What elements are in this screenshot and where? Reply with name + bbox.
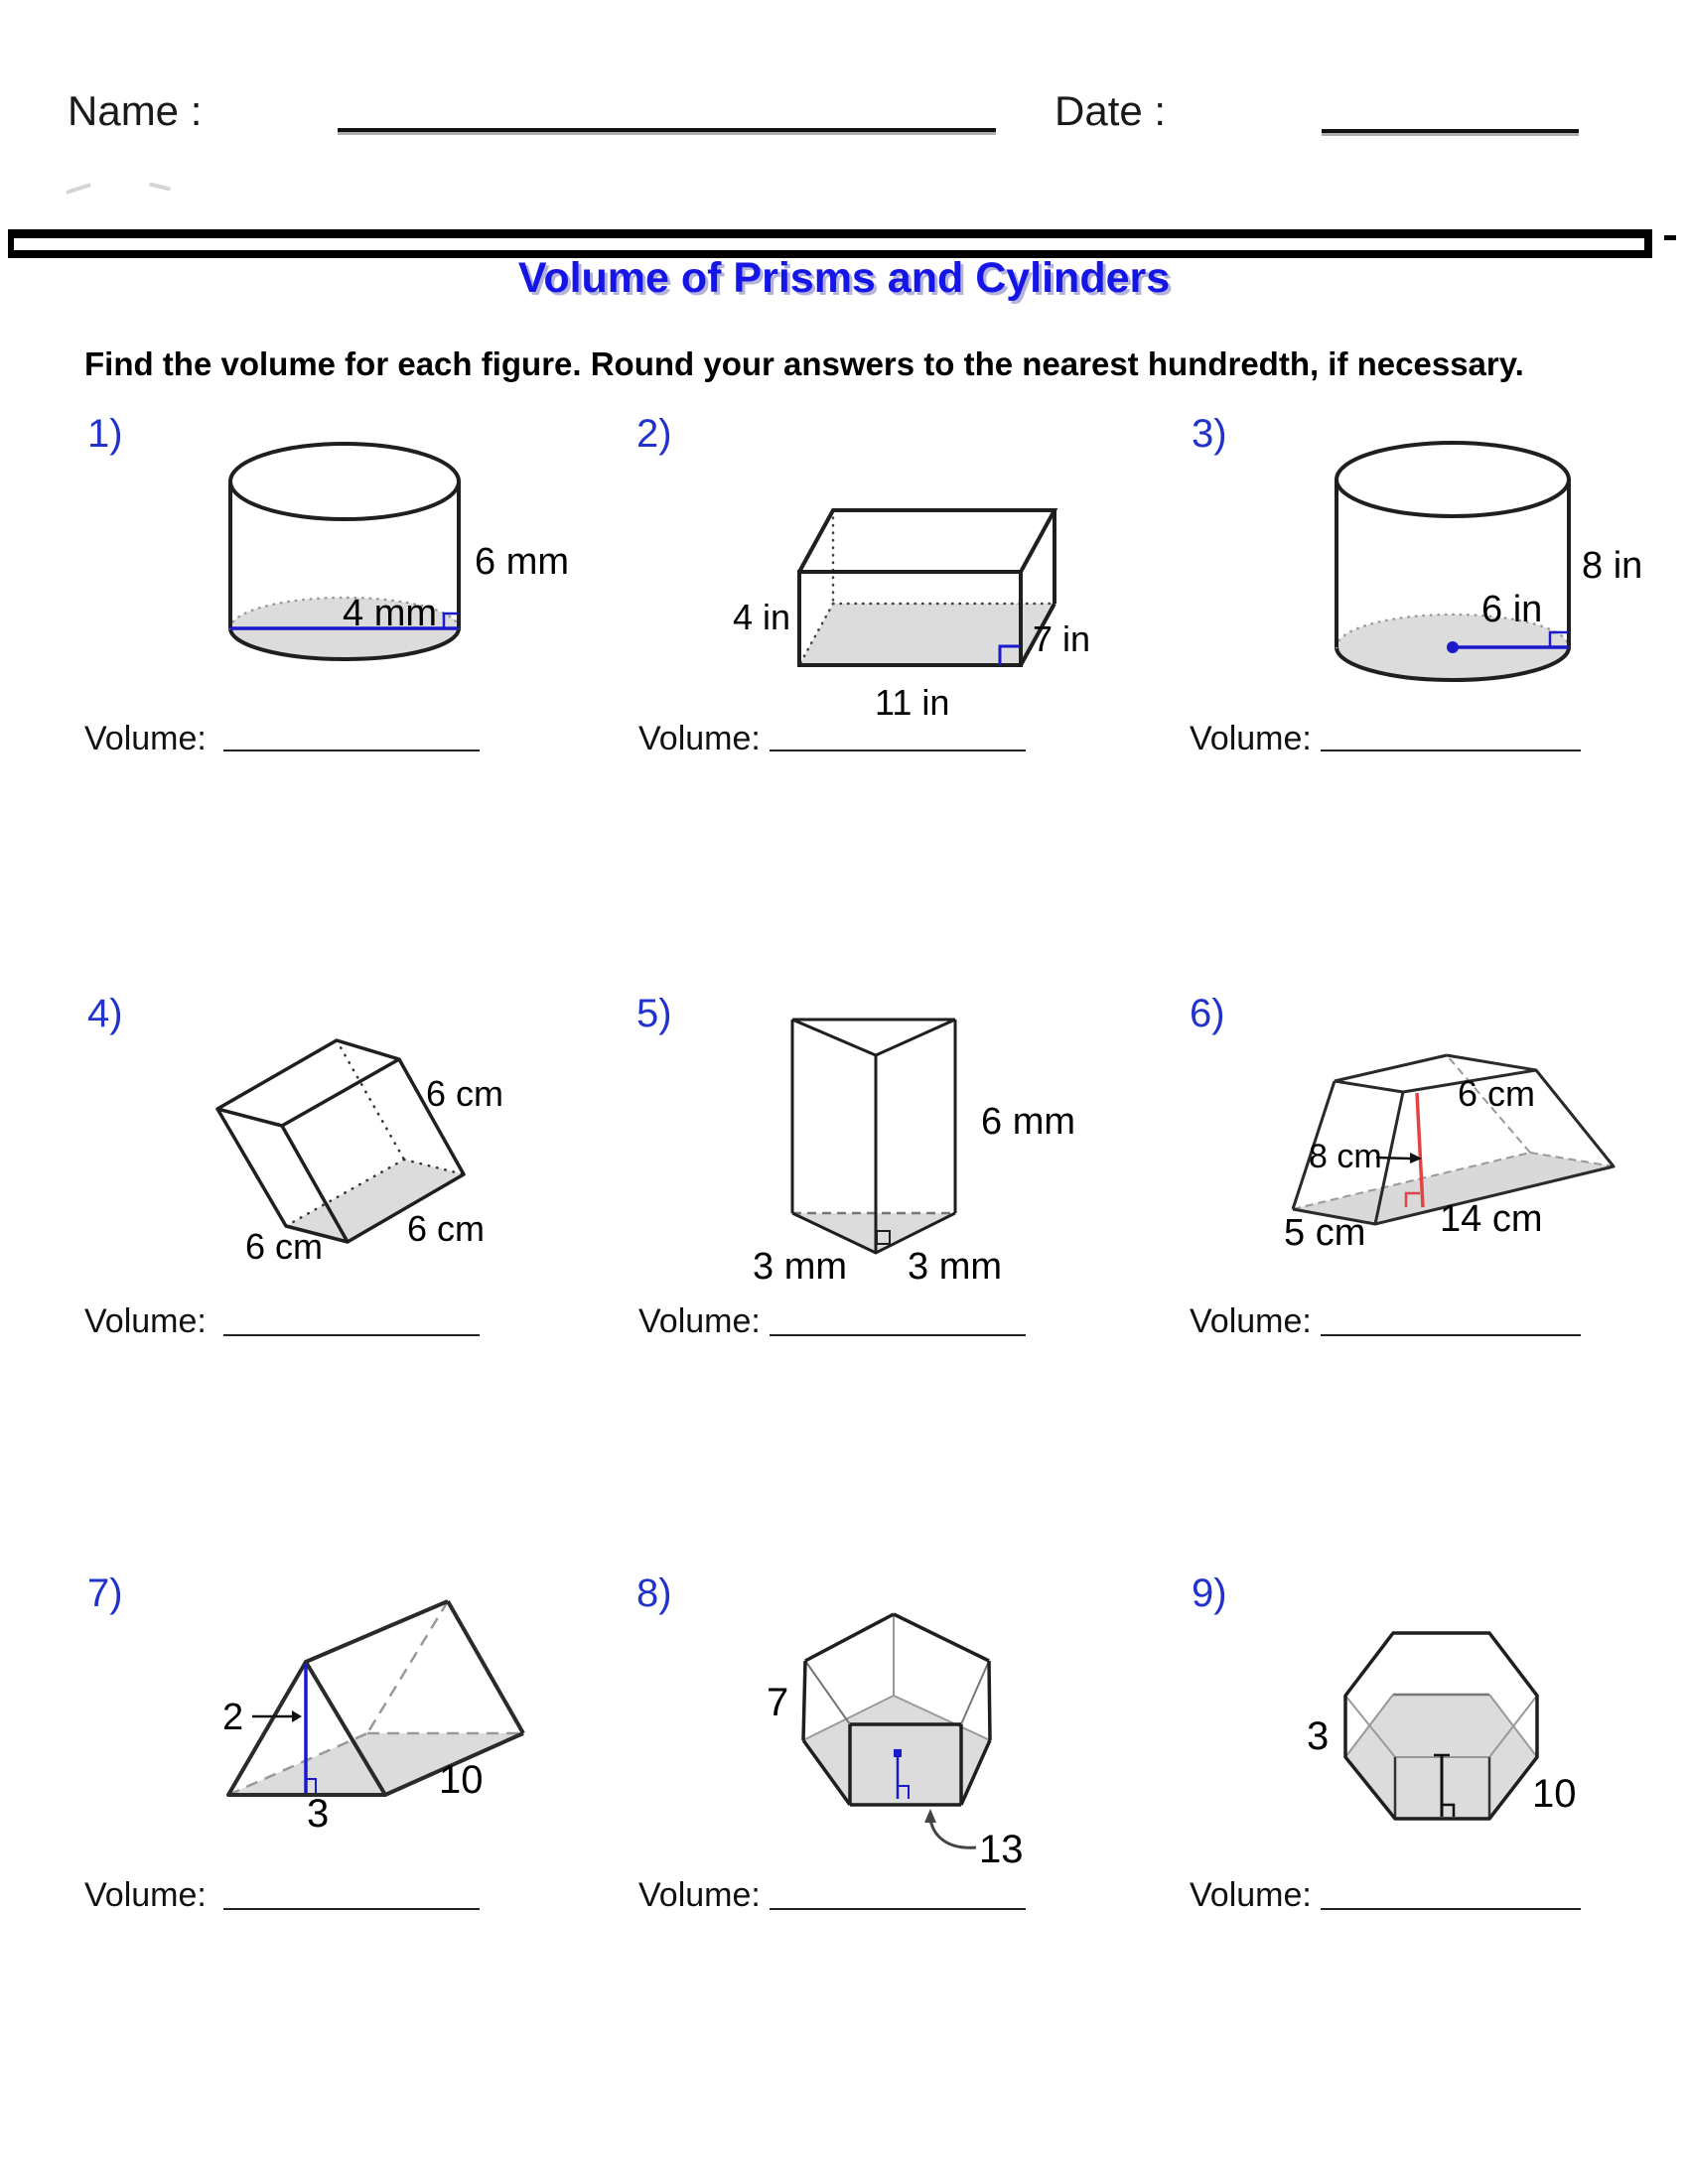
instruction-text: Find the volume for each figure. Round your answers to the nearest hundredth, if necessary.	[84, 345, 1524, 382]
volume-label-2: Volume:	[638, 720, 761, 757]
volume-label-3: Volume:	[1190, 720, 1312, 757]
prism-6	[1284, 1055, 1614, 1254]
problem-number-5: 5)	[636, 992, 672, 1035]
edge-left-label: 6 cm	[245, 1226, 324, 1267]
figure-3-cylinder	[1281, 427, 1678, 725]
volume-label-4: Volume:	[84, 1302, 207, 1340]
cube-4	[217, 1040, 503, 1267]
base-edge-arrow	[930, 1820, 976, 1847]
volume-answer-line-3[interactable]	[1321, 750, 1581, 751]
volume-answer-line-5[interactable]	[770, 1334, 1026, 1336]
problem-number-8: 8)	[636, 1571, 672, 1615]
volume-label-6: Volume:	[1190, 1302, 1312, 1340]
length-label: 11 in	[875, 682, 950, 723]
height-label: 3	[1307, 1714, 1330, 1758]
base-edge-label: 13	[979, 1828, 1024, 1871]
volume-label-1: Volume:	[84, 720, 207, 757]
volume-answer-line-9[interactable]	[1321, 1908, 1581, 1910]
cylinder-3	[1336, 443, 1642, 680]
prism-9	[1307, 1633, 1577, 1819]
height-label: 4 in	[733, 597, 791, 637]
volume-answer-line-4[interactable]	[223, 1334, 480, 1336]
base-label: 14 cm	[1440, 1198, 1543, 1240]
volume-answer-line-6[interactable]	[1321, 1334, 1581, 1336]
volume-label-7: Volume:	[84, 1876, 207, 1914]
box-2	[733, 510, 1090, 723]
radius-label: 6 in	[1481, 589, 1543, 630]
height-label: 7	[767, 1681, 789, 1724]
height-label: 8 in	[1582, 545, 1643, 587]
faint-artifact-left	[66, 183, 91, 195]
base-left-label: 3 mm	[753, 1246, 847, 1288]
center-dot	[894, 1749, 902, 1757]
problem-number-4: 4)	[87, 992, 123, 1035]
base-right-label: 3 mm	[908, 1246, 1002, 1288]
name-label: Name :	[68, 87, 203, 134]
top-label: 6 cm	[1458, 1073, 1536, 1114]
problem-number-6: 6)	[1190, 992, 1225, 1035]
volume-label-9: Volume:	[1190, 1876, 1312, 1914]
base-label: 3	[307, 1792, 330, 1836]
prism-7	[222, 1601, 523, 1836]
volume-answer-line-8[interactable]	[770, 1908, 1026, 1910]
edge-top-label: 6 cm	[426, 1073, 504, 1114]
volume-label-8: Volume:	[638, 1876, 761, 1914]
radius-label: 4 mm	[343, 593, 437, 634]
figure-8-pentagonal-prism	[755, 1598, 1043, 1886]
base-edge-label: 10	[1532, 1772, 1577, 1816]
problem-number-2: 2)	[636, 412, 672, 456]
height-label: 8 cm	[1309, 1138, 1382, 1175]
volume-answer-line-7[interactable]	[223, 1908, 480, 1910]
length-label: 10	[439, 1758, 484, 1802]
date-underline[interactable]	[1322, 129, 1579, 133]
figure-7-triangular-prism	[199, 1578, 556, 1846]
name-underline[interactable]	[338, 128, 996, 132]
figure-4-oblique-cube	[189, 1013, 526, 1310]
problem-number-7: 7)	[87, 1571, 123, 1615]
height-label: 6 mm	[475, 541, 569, 583]
cylinder-1	[230, 444, 569, 659]
depth-label: 5 cm	[1284, 1212, 1366, 1254]
figure-6-trapezoidal-prism	[1271, 1032, 1688, 1271]
problem-number-3: 3)	[1192, 412, 1227, 456]
height-label: 6 mm	[981, 1101, 1075, 1143]
worksheet-title: Volume of Prisms and Cylinders	[517, 254, 1171, 302]
prism-5	[753, 1020, 1075, 1288]
problem-number-9: 9)	[1192, 1571, 1227, 1615]
height-label: 2	[222, 1697, 244, 1738]
prism-8	[767, 1614, 1024, 1871]
figure-9-hexagonal-prism	[1291, 1618, 1589, 1846]
figure-2-rectangular-prism	[695, 477, 1132, 735]
volume-label-5: Volume:	[638, 1302, 761, 1340]
separator-dash	[1664, 235, 1676, 240]
figure-5-triangular-prism	[735, 993, 1092, 1300]
volume-answer-line-2[interactable]	[770, 750, 1026, 751]
width-label: 7 in	[1033, 618, 1091, 659]
faint-artifact-right	[149, 182, 171, 191]
problem-number-1: 1)	[87, 412, 123, 456]
figure-1-cylinder	[179, 427, 596, 725]
volume-answer-line-1[interactable]	[223, 750, 480, 751]
edge-right-label: 6 cm	[407, 1208, 486, 1249]
date-label: Date :	[1055, 87, 1167, 134]
